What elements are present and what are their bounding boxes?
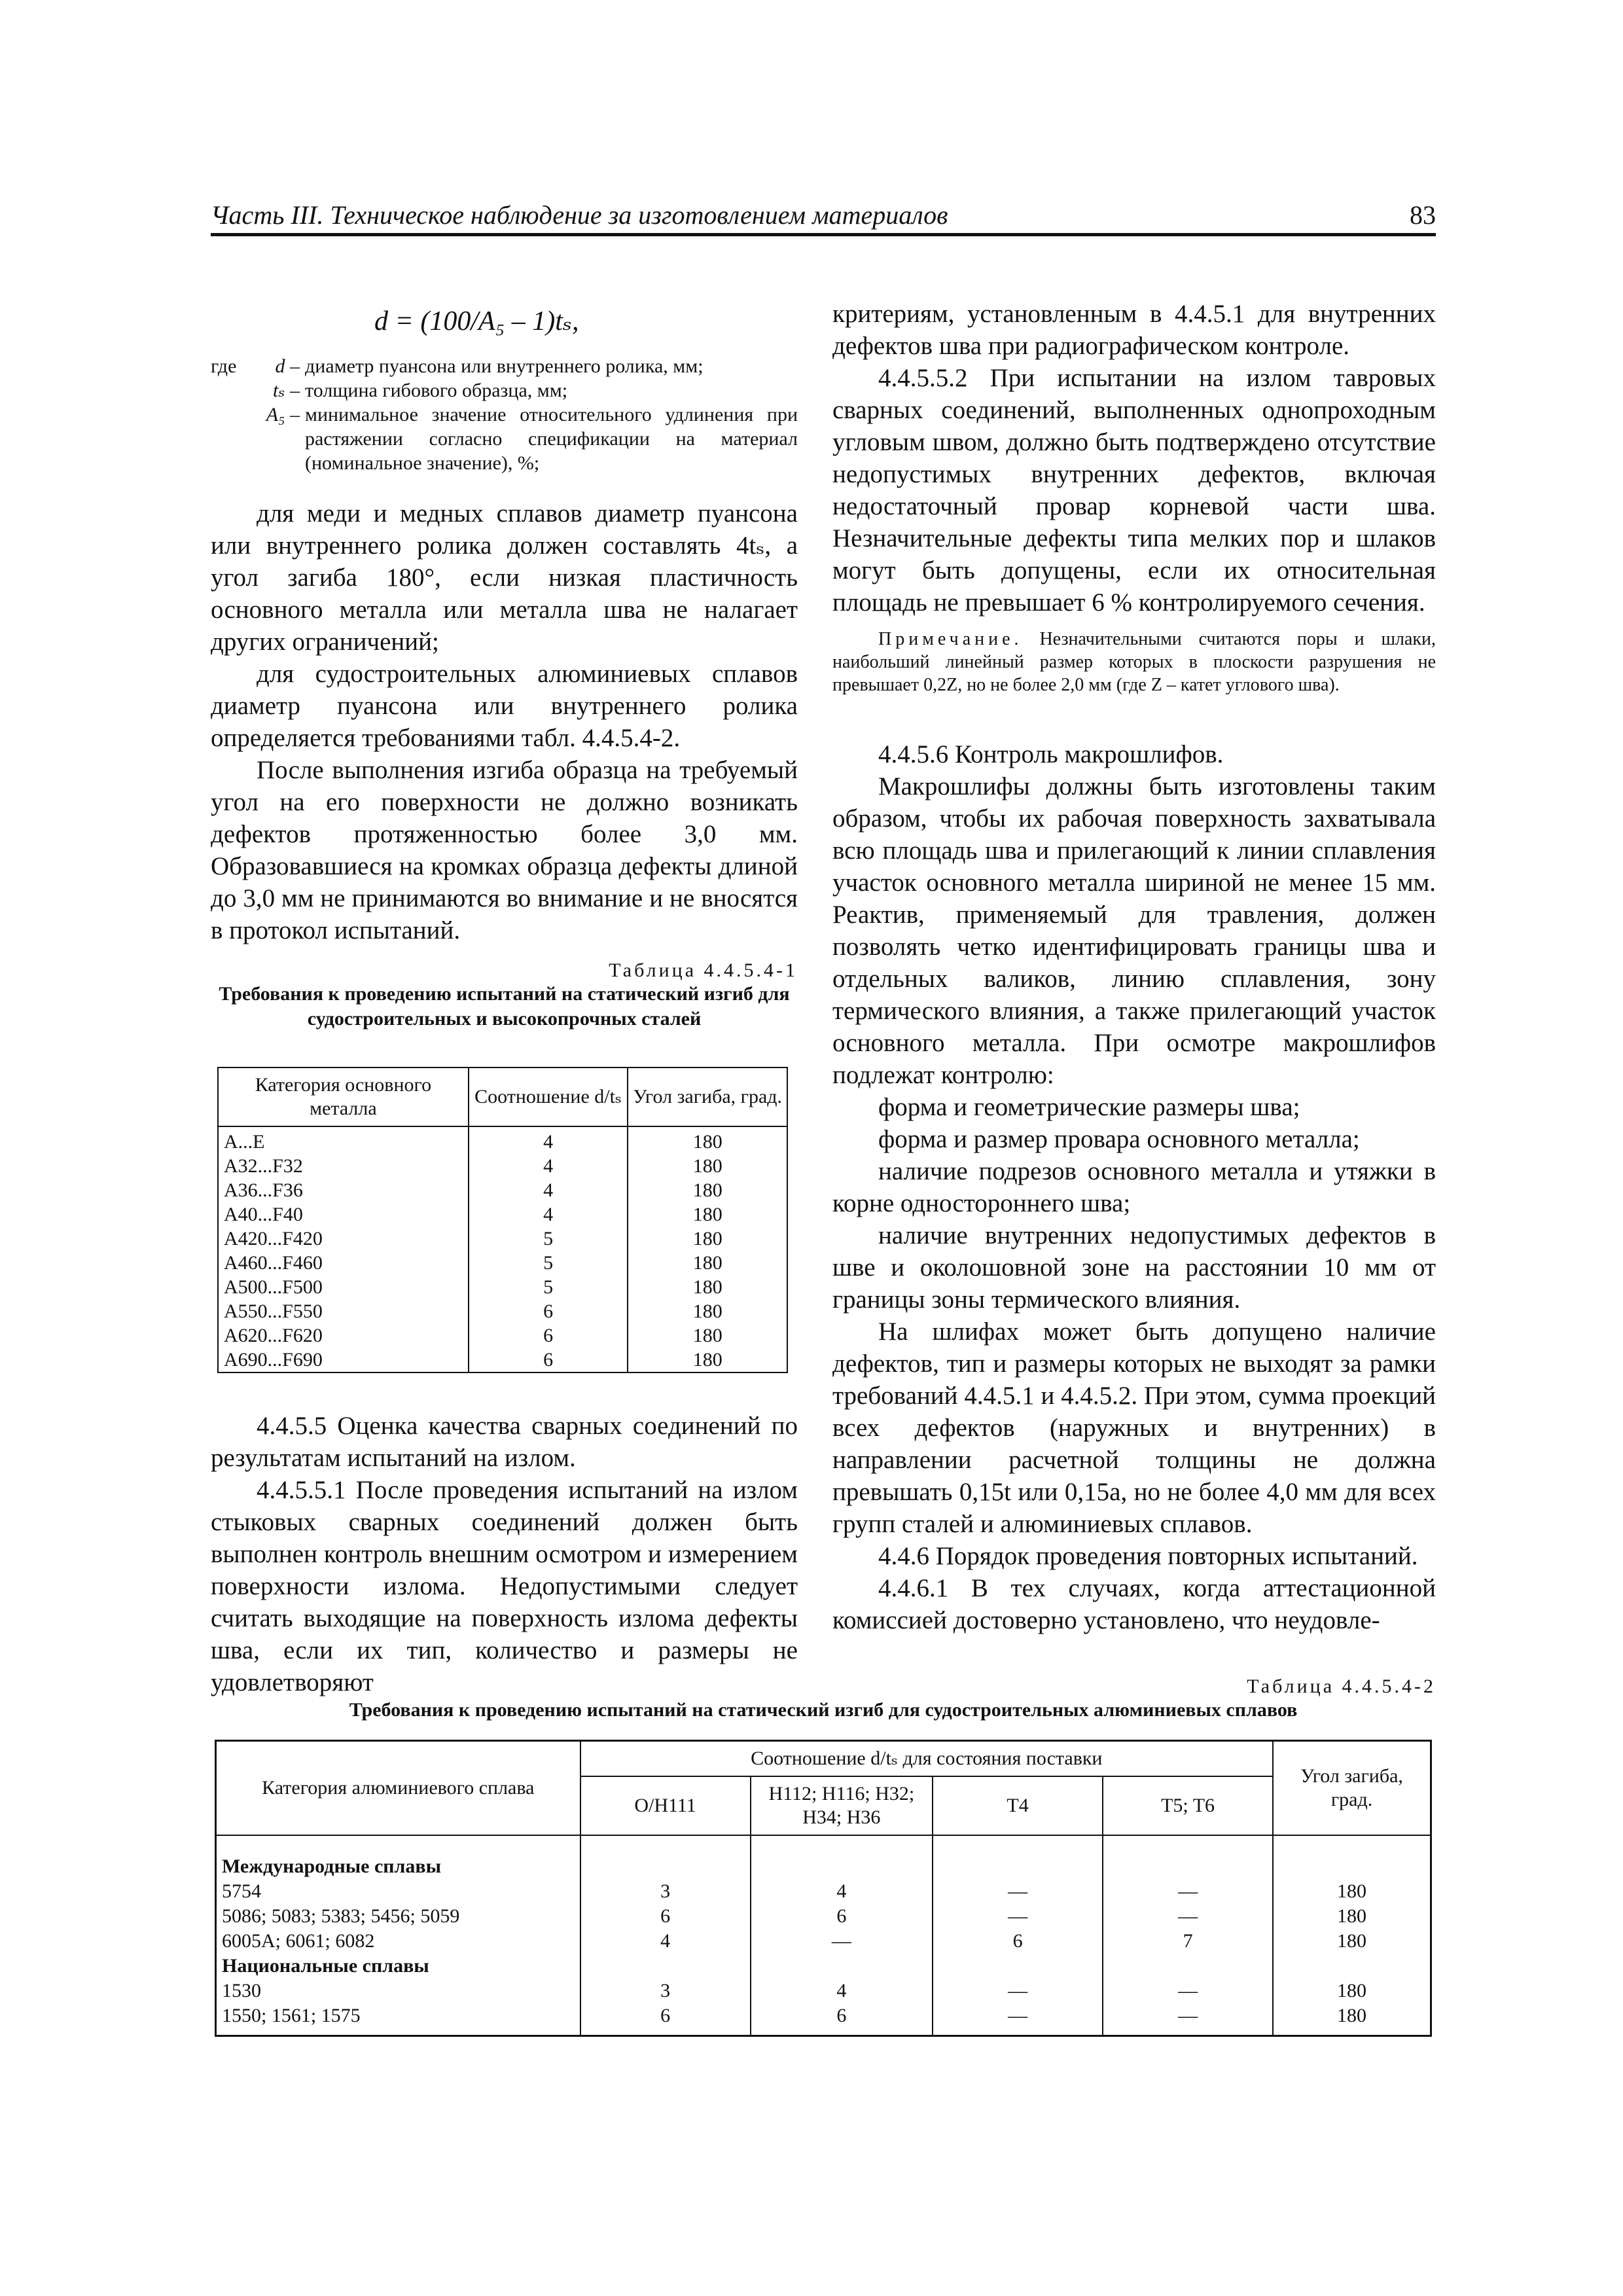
note [832, 628, 1436, 696]
legend-text: минимальное значение относительного удлинения при растяжении согласно спецификации на материал (номинальное значение), %; [305, 404, 798, 474]
table-cell: 4 [751, 1979, 933, 2003]
table-cell: A32...F32 [218, 1154, 469, 1178]
paragraph: После выполнения изгиба образца на требуемый угол на его поверхности не должно возникать дефектов протяженностью более 3,0 мм. Образовавшиеся на кромках образца дефекты длиной до 3,0 мм не принимаются во внимание и не вносятся в протокол испытаний. [211, 756, 798, 944]
formula-rhs: = (100/A₅ – 1)tₛ, [395, 306, 579, 336]
aluminium-bend-table [215, 1740, 1432, 2037]
legend-symbol: tₛ – [273, 380, 300, 401]
table-cell: 180 [628, 1299, 787, 1323]
running-header [211, 196, 1436, 236]
table-cell: 180 [628, 1227, 787, 1251]
table-cell: 5 [469, 1227, 628, 1251]
table-cell: 6005A; 6061; 6082 [216, 1929, 580, 1954]
table-cell: 180 [628, 1202, 787, 1227]
left-column [211, 298, 798, 1698]
legend-symbol: A₅ – [266, 404, 300, 425]
table-subheader: T4 [933, 1776, 1103, 1835]
section-heading: 4.4.5.5 Оценка качества сварных соединений по результатам испытаний на излом. [211, 1412, 798, 1472]
header-title: Часть III. Техническое наблюдение за изготовлением материалов [211, 200, 948, 230]
table-cell: A620...F620 [218, 1323, 469, 1348]
table-row [216, 1879, 1431, 1904]
table-cell: 3 [580, 1879, 751, 1904]
table-cell: A500...F500 [218, 1275, 469, 1299]
table-header: Категория алюминиевого сплава [216, 1741, 580, 1836]
table-cell: 5 [469, 1251, 628, 1275]
table-cell: — [933, 1879, 1103, 1904]
table-cell: — [933, 1979, 1103, 2003]
table-row [218, 1154, 787, 1178]
paragraph: форма и размер провара основного металла; [878, 1125, 1360, 1153]
table-cell: 180 [628, 1251, 787, 1275]
table-header: Угол загиба, град. [1273, 1741, 1431, 1836]
table-cell: A420...F420 [218, 1227, 469, 1251]
table-cell: A690...F690 [218, 1348, 469, 1372]
table-cell: 180 [628, 1323, 787, 1348]
table-row [216, 1904, 1431, 1929]
legend-label: где [211, 355, 237, 377]
table-cell: A550...F550 [218, 1299, 469, 1323]
group-row [216, 1954, 1431, 1979]
page-number: 83 [1410, 200, 1436, 230]
table-cell: 180 [628, 1154, 787, 1178]
table-cell: 6 [580, 1904, 751, 1929]
table-cell: A40...F40 [218, 1202, 469, 1227]
paragraph: для меди и медных сплавов диаметр пуансона или внутреннего ролика должен составлять 4tₛ, а угол загиба 180°, если низкая пластичность основного металла или металла шва не налагает других ограничений; [211, 499, 798, 656]
bend-formula [374, 304, 798, 338]
table-cell: 6 [933, 1929, 1103, 1954]
table-cell: — [1103, 1979, 1273, 2003]
paragraph: 4.4.6.1 В тех случаях, когда аттестационной комиссией достоверно установлено, что неудовле- [832, 1574, 1436, 1634]
table-row [218, 1275, 787, 1299]
formula-lhs: d [374, 306, 388, 336]
table-row [216, 1929, 1431, 1954]
steel-bend-table [217, 1067, 788, 1373]
table-subheader: T5; T6 [1103, 1776, 1273, 1835]
aluminium-table-block [211, 1662, 1436, 2037]
table-body [216, 1835, 1431, 2036]
table-cell: 4 [469, 1126, 628, 1154]
table2-title: Требования к проведению испытаний на статический изгиб для судостроительных алюминиевых сплавов [349, 1699, 1298, 1721]
table-cell: 4 [469, 1202, 628, 1227]
table-cell: 180 [628, 1126, 787, 1154]
right-column [832, 298, 1436, 1636]
table-cell: 6 [469, 1323, 628, 1348]
paragraph: критериям, установленным в 4.4.5.1 для внутренних дефектов шва при радиографическом контроле. [832, 300, 1436, 360]
group-row [216, 1854, 1431, 1879]
note-text: Незначительными считаются поры и шлаки, наибольший линейный размер которых в плоскости разрушения не превышает 0,2Z, но не более 2,0 мм (где Z – катет углового шва). [832, 629, 1436, 695]
table-cell: 180 [1273, 1929, 1431, 1954]
table1-number: Таблица 4.4.5.4-1 [609, 960, 798, 981]
table-row [218, 1178, 787, 1202]
table-cell: — [1103, 1904, 1273, 1929]
table-cell: — [1103, 1879, 1273, 1904]
table-cell: 5086; 5083; 5383; 5456; 5059 [216, 1904, 580, 1929]
legend-text: диаметр пуансона или внутреннего ролика, мм; [305, 355, 704, 377]
paragraph: для судостроительных алюминиевых сплавов диаметр пуансона или внутреннего ролика определяется требованиями табл. 4.4.5.4-2. [211, 660, 798, 752]
paragraph: форма и геометрические размеры шва; [878, 1093, 1300, 1121]
table-cell: 4 [751, 1879, 933, 1904]
paragraph: Макрошлифы должны быть изготовлены таким образом, чтобы их рабочая поверхность захватывала всю площадь шва и прилегающий к линии сплавления участок основного металла шириной не менее 15 мм. Реактив, применяемый для травления, должен позволять четко идентифицировать границы шва и отдельных валиков, линию сплавления, зону термического влияния, а также прилегающий участок основного металла. При осмотре макрошлифов подлежат контролю: [832, 772, 1436, 1089]
table-cell: 6 [751, 1904, 933, 1929]
table-header: Соотношение d/tₛ для состояния поставки [580, 1741, 1273, 1777]
table-cell: 180 [1273, 1979, 1431, 2003]
header-rule [211, 233, 1436, 236]
note-label: Примечание. [878, 629, 1023, 649]
legend-text: толщина гибового образца, мм; [305, 380, 568, 401]
table-cell: 4 [580, 1929, 751, 1954]
paragraph: 4.4.5.5.2 При испытании на излом тавровых сварных соединений, выполненных однопроходным угловым швом, должно быть подтверждено отсутствие недопустимых внутренних дефектов, включая недостаточный провар корневой части шва. Незначительные дефекты типа мелких пор и шлаков могут быть допущены, если их относительная площадь не превышает 6 % контролируемого сечения. [832, 364, 1436, 617]
table-cell: 180 [628, 1178, 787, 1202]
paragraph: наличие подрезов основного металла и утяжки в корне одностороннего шва; [832, 1157, 1436, 1217]
table-cell: — [1103, 2003, 1273, 2028]
paragraph: наличие внутренних недопустимых дефектов в шве и околошовной зоне на расстоянии 10 мм от границы зоны термического влияния. [832, 1221, 1436, 1314]
table-cell: A460...F460 [218, 1251, 469, 1275]
table-row [216, 2003, 1431, 2028]
table-row [218, 1126, 787, 1154]
table-cell: — [933, 2003, 1103, 2028]
legend-symbol: d – [275, 355, 300, 377]
table-cell: 7 [1103, 1929, 1273, 1954]
table-cell: — [751, 1929, 933, 1954]
table-row [218, 1251, 787, 1275]
table-cell: A36...F36 [218, 1178, 469, 1202]
table-cell: 4 [469, 1178, 628, 1202]
formula-legend [211, 354, 798, 475]
table-cell: 6 [580, 2003, 751, 2028]
table-subheader: O/H111 [580, 1776, 751, 1835]
section-body [832, 770, 1436, 1636]
paragraph: На шлифах может быть допущено наличие дефектов, тип и размеры которых не выходят за рамки требований 4.4.5.1 и 4.4.5.2. При этом, сумма проекций всех дефектов (наружных и внутренних) в направлении расчетной толщины не должна превышать 0,15t или 0,15a, но не более 4,0 мм для всех групп сталей и алюминиевых сплавов. [832, 1318, 1436, 1538]
table-row [218, 1299, 787, 1323]
table-row [218, 1202, 787, 1227]
table-row [218, 1323, 787, 1348]
table-cell: — [933, 1904, 1103, 1929]
table-cell: 180 [628, 1348, 787, 1372]
table-cell: 1530 [216, 1979, 580, 2003]
table-row [218, 1227, 787, 1251]
table-header: Угол загиба, град. [628, 1067, 787, 1126]
table-cell: 5 [469, 1275, 628, 1299]
table-cell: 180 [1273, 2003, 1431, 2028]
table-subheader: H112; H116; H32; H34; H36 [751, 1776, 933, 1835]
section-heading: 4.4.5.6 Контроль макрошлифов. [878, 740, 1224, 768]
table-cell: 5754 [216, 1879, 580, 1904]
table-cell: A...E [218, 1126, 469, 1154]
paragraph: 4.4.6 Порядок проведения повторных испытаний. [878, 1542, 1418, 1570]
table-cell: 180 [1273, 1904, 1431, 1929]
table-header: Соотношение d/tₛ [469, 1067, 628, 1126]
table-cell: 6 [751, 2003, 933, 2028]
table-cell: 1550; 1561; 1575 [216, 2003, 580, 2028]
group-label: Национальные сплавы [216, 1954, 580, 1979]
table-cell: 3 [580, 1979, 751, 2003]
table-cell: 6 [469, 1348, 628, 1372]
table-cell: 180 [1273, 1879, 1431, 1904]
table1-title: Требования к проведению испытаний на статический изгиб для судостроительных и высокопрочных сталей [219, 983, 790, 1030]
table-cell: 6 [469, 1299, 628, 1323]
group-label: Международные сплавы [216, 1854, 580, 1879]
table2-number: Таблица 4.4.5.4-2 [1247, 1676, 1436, 1697]
table-row [218, 1348, 787, 1372]
table-body [218, 1126, 787, 1372]
table-header: Категория основного металла [218, 1067, 469, 1126]
table-row [216, 1979, 1431, 2003]
table-cell: 4 [469, 1154, 628, 1178]
table-cell: 180 [628, 1275, 787, 1299]
paragraph: 4.4.5.5.1 После проведения испытаний на излом стыковых сварных соединений должен быть выполнен контроль внешним осмотром и измерением поверхности излома. Недопустимыми следует считать выходящие на поверхность излома дефекты шва, если их тип, количество и размеры не удовлетворяют [211, 1476, 798, 1696]
